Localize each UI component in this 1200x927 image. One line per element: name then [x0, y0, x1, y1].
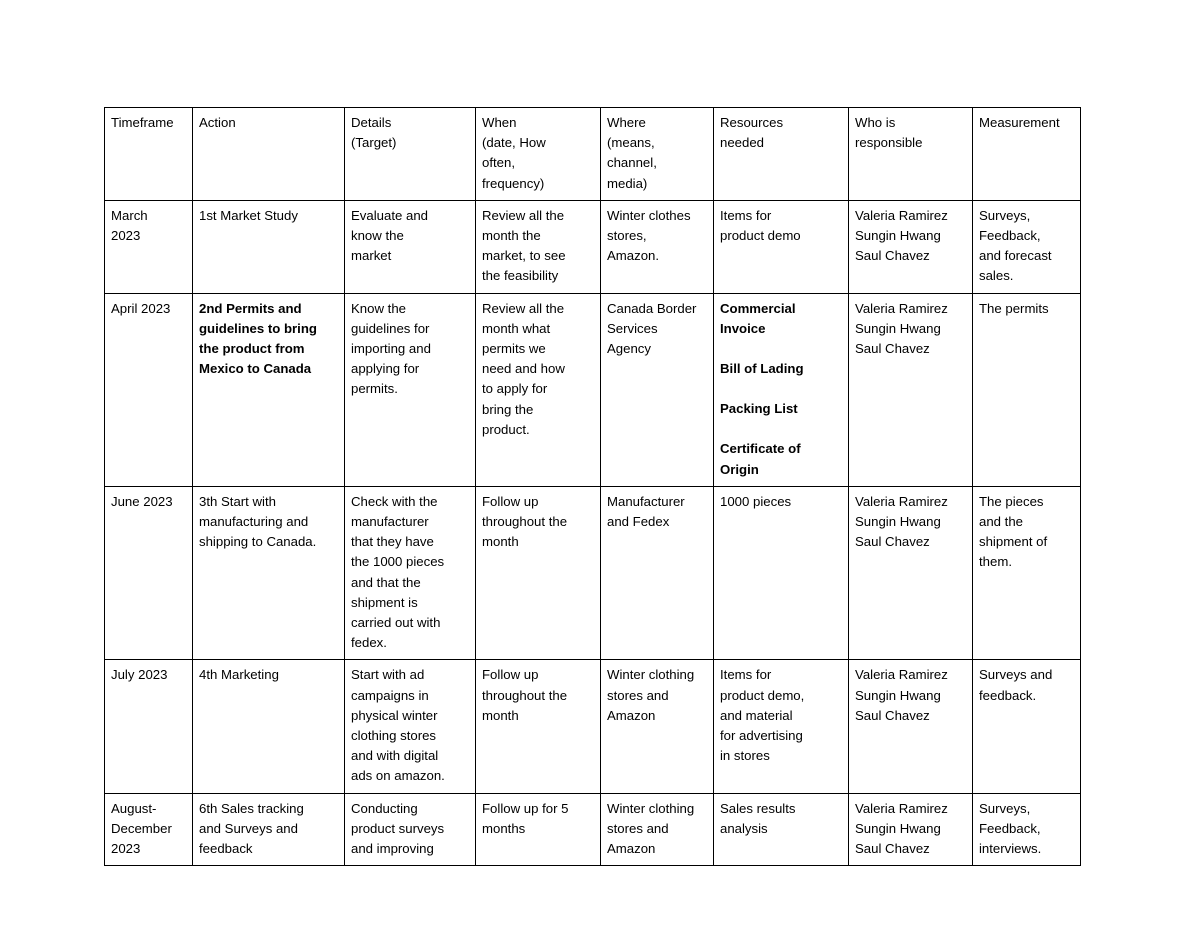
cell-line: Follow up for 5	[482, 800, 569, 816]
cell-line: 6th Sales tracking	[199, 800, 304, 816]
cell-line: 2023	[111, 841, 141, 857]
table-cell	[601, 293, 714, 486]
cell-line: Saul Chavez	[855, 248, 930, 264]
cell-line: December	[111, 820, 172, 836]
cell-line: The permits	[979, 300, 1049, 316]
cell-line: Sungin Hwang	[855, 687, 941, 703]
table-cell	[345, 486, 476, 660]
cell-line: Winter clothes	[607, 207, 691, 223]
cell-line: fedex.	[351, 635, 387, 651]
cell-line: and Fedex	[607, 514, 670, 530]
cell-line: to apply for	[482, 381, 548, 397]
cell-line: throughout the	[482, 514, 568, 530]
cell-line: and forecast	[979, 248, 1052, 264]
cell-line: often,	[482, 155, 515, 171]
cell-line: Evaluate and	[351, 207, 428, 223]
cell-line: Timeframe	[111, 115, 174, 130]
table-cell	[973, 200, 1081, 293]
cell-line: Amazon.	[607, 248, 660, 264]
table-cell	[849, 486, 973, 660]
cell-line: Sales results	[720, 800, 796, 816]
cell-line: know the	[351, 228, 404, 244]
cell-line: Certificate of	[720, 441, 801, 457]
cell-line: April 2023	[111, 300, 171, 316]
cell-line: month	[482, 707, 519, 723]
table-cell	[849, 200, 973, 293]
cell-line: Saul Chavez	[855, 707, 930, 723]
cell-line: Amazon	[607, 707, 656, 723]
cell-line: frequency)	[482, 175, 545, 191]
cell-spacer	[720, 339, 842, 359]
cell-line: feedback	[199, 841, 253, 857]
cell-line: the feasibility	[482, 268, 559, 284]
cell-line: bring the	[482, 401, 534, 417]
cell-line: March	[111, 207, 148, 223]
cell-line: Details	[351, 115, 392, 130]
cell-line: applying for	[351, 361, 420, 377]
cell-line: Who is	[855, 115, 896, 130]
cell-line: Saul Chavez	[855, 841, 930, 857]
cell-line: Winter clothing	[607, 800, 695, 816]
cell-line: the 1000 pieces	[351, 554, 445, 570]
cell-line: and Surveys and	[199, 820, 298, 836]
cell-line: 1st Market Study	[199, 207, 298, 223]
table-cell	[105, 293, 193, 486]
cell-line: (Target)	[351, 135, 397, 151]
table-header-cell	[973, 108, 1081, 201]
table-cell	[476, 200, 601, 293]
table-cell	[714, 486, 849, 660]
cell-line: Valeria Ramirez	[855, 667, 948, 683]
cell-line: August-	[111, 800, 157, 816]
table-cell	[193, 793, 345, 866]
table-cell	[345, 200, 476, 293]
action-plan-table	[104, 107, 1081, 866]
cell-line: Commercial	[720, 300, 796, 316]
table-row	[105, 660, 1081, 793]
table-cell	[601, 486, 714, 660]
table-cell	[849, 293, 973, 486]
cell-line: Saul Chavez	[855, 341, 930, 357]
cell-line: Valeria Ramirez	[855, 800, 948, 816]
cell-spacer	[720, 419, 842, 439]
cell-line: media)	[607, 175, 648, 191]
cell-line: Sungin Hwang	[855, 320, 941, 336]
cell-line: Invoice	[720, 320, 766, 336]
table-cell	[193, 293, 345, 486]
cell-line: importing and	[351, 341, 431, 357]
cell-line: product.	[482, 421, 530, 437]
cell-line: Sungin Hwang	[855, 228, 941, 244]
table-cell	[714, 660, 849, 793]
cell-line: Review all the	[482, 207, 565, 223]
table-header-cell	[849, 108, 973, 201]
cell-line: Agency	[607, 341, 651, 357]
cell-line: Where	[607, 115, 646, 130]
cell-line: interviews.	[979, 841, 1042, 857]
cell-line: feedback.	[979, 687, 1037, 703]
cell-line: Valeria Ramirez	[855, 300, 948, 316]
cell-line: market	[351, 248, 392, 264]
cell-line: and the	[979, 514, 1023, 530]
table-header-cell	[105, 108, 193, 201]
table-cell	[973, 660, 1081, 793]
table-cell	[193, 660, 345, 793]
cell-line: guidelines for	[351, 320, 430, 336]
cell-line: The pieces	[979, 493, 1044, 509]
table-cell	[601, 660, 714, 793]
table-cell	[193, 486, 345, 660]
cell-line: month the	[482, 228, 541, 244]
cell-line: throughout the	[482, 687, 568, 703]
cell-line: campaigns in	[351, 687, 429, 703]
cell-spacer	[720, 379, 842, 399]
cell-line: Start with ad	[351, 667, 425, 683]
table-cell	[476, 486, 601, 660]
cell-line: 2023	[111, 228, 141, 244]
table-cell	[105, 660, 193, 793]
cell-line: and material	[720, 707, 793, 723]
cell-line: month what	[482, 320, 551, 336]
cell-line: physical winter	[351, 707, 438, 723]
cell-line: manufacturer	[351, 514, 429, 530]
table-header-cell	[476, 108, 601, 201]
cell-line: needed	[720, 135, 765, 151]
cell-line: Saul Chavez	[855, 534, 930, 550]
cell-line: Sungin Hwang	[855, 820, 941, 836]
cell-line: Follow up	[482, 667, 539, 683]
cell-line: market, to see	[482, 248, 566, 264]
cell-line: permits we	[482, 341, 546, 357]
cell-line: Sungin Hwang	[855, 514, 941, 530]
cell-line: Manufacturer	[607, 493, 685, 509]
table-header-cell	[345, 108, 476, 201]
cell-line: product surveys	[351, 820, 445, 836]
cell-line: Valeria Ramirez	[855, 493, 948, 509]
cell-line: and that the	[351, 574, 421, 590]
cell-line: Know the	[351, 300, 406, 316]
cell-line: Follow up	[482, 493, 539, 509]
table-row	[105, 793, 1081, 866]
cell-line: guidelines to bring	[199, 320, 317, 336]
cell-line: Origin	[720, 461, 759, 477]
cell-line: (date, How	[482, 135, 546, 151]
cell-line: for advertising	[720, 728, 803, 744]
cell-line: product demo,	[720, 687, 805, 703]
cell-line: Packing List	[720, 401, 798, 417]
table-cell	[345, 293, 476, 486]
cell-line: (means,	[607, 135, 655, 151]
table-row	[105, 200, 1081, 293]
cell-line: need and how	[482, 361, 565, 377]
table-cell	[476, 660, 601, 793]
table-header-cell	[714, 108, 849, 201]
table-header-cell	[193, 108, 345, 201]
cell-line: 4th Marketing	[199, 667, 279, 683]
cell-line: shipment is	[351, 594, 418, 610]
cell-line: sales.	[979, 268, 1014, 284]
cell-line: shipment of	[979, 534, 1048, 550]
cell-line: month	[482, 534, 519, 550]
cell-line: Winter clothing	[607, 667, 695, 683]
cell-line: manufacturing and	[199, 514, 309, 530]
table-cell	[105, 793, 193, 866]
cell-line: and improving	[351, 841, 434, 857]
table-cell	[601, 793, 714, 866]
cell-line: ads on amazon.	[351, 768, 445, 784]
cell-line: carried out with	[351, 615, 441, 631]
cell-line: Feedback,	[979, 820, 1041, 836]
cell-line: 2nd Permits and	[199, 300, 302, 316]
cell-line: product demo	[720, 228, 801, 244]
table-cell	[714, 293, 849, 486]
table-cell	[476, 793, 601, 866]
cell-line: shipping to Canada.	[199, 534, 317, 550]
cell-line: months	[482, 820, 526, 836]
cell-line: Valeria Ramirez	[855, 207, 948, 223]
table-header-cell	[601, 108, 714, 201]
table-cell	[973, 793, 1081, 866]
table-cell	[714, 793, 849, 866]
cell-line: stores and	[607, 687, 669, 703]
table-cell	[601, 200, 714, 293]
cell-line: stores and	[607, 820, 669, 836]
cell-line: Review all the	[482, 300, 565, 316]
cell-line: clothing stores	[351, 728, 437, 744]
table-cell	[193, 200, 345, 293]
cell-line: them.	[979, 554, 1012, 570]
cell-line: Services	[607, 320, 658, 336]
cell-line: When	[482, 115, 517, 130]
cell-line: Amazon	[607, 841, 656, 857]
cell-line: channel,	[607, 155, 657, 171]
cell-line: in stores	[720, 748, 770, 764]
cell-line: and with digital	[351, 748, 439, 764]
table-cell	[973, 486, 1081, 660]
cell-line: 1000 pieces	[720, 493, 792, 509]
cell-line: June 2023	[111, 493, 173, 509]
cell-line: Surveys,	[979, 207, 1031, 223]
cell-line: Mexico to Canada	[199, 361, 312, 377]
cell-line: responsible	[855, 135, 923, 151]
cell-line: the product from	[199, 341, 305, 357]
cell-line: permits.	[351, 381, 398, 397]
cell-line: analysis	[720, 820, 768, 836]
cell-line: July 2023	[111, 667, 168, 683]
cell-line: 3th Start with	[199, 493, 276, 509]
cell-line: Surveys,	[979, 800, 1031, 816]
table-row	[105, 486, 1081, 660]
cell-line: Check with the	[351, 493, 438, 509]
table-header-row	[105, 108, 1081, 201]
table-cell	[345, 793, 476, 866]
cell-line: that they have	[351, 534, 434, 550]
cell-line: stores,	[607, 228, 647, 244]
table-cell	[105, 486, 193, 660]
table-cell	[476, 293, 601, 486]
table-cell	[973, 293, 1081, 486]
cell-line: Items for	[720, 207, 772, 223]
table-cell	[849, 660, 973, 793]
table-cell	[345, 660, 476, 793]
cell-line: Conducting	[351, 800, 418, 816]
cell-line: Resources	[720, 115, 784, 130]
table-row	[105, 293, 1081, 486]
cell-line: Action	[199, 115, 236, 130]
table-cell	[105, 200, 193, 293]
table-cell	[714, 200, 849, 293]
cell-line: Measurement	[979, 115, 1060, 130]
cell-line: Items for	[720, 667, 772, 683]
cell-line: Bill of Lading	[720, 361, 804, 377]
table-cell	[849, 793, 973, 866]
cell-line: Canada Border	[607, 300, 697, 316]
table-body	[105, 108, 1081, 866]
cell-line: Feedback,	[979, 228, 1041, 244]
cell-line: Surveys and	[979, 667, 1053, 683]
